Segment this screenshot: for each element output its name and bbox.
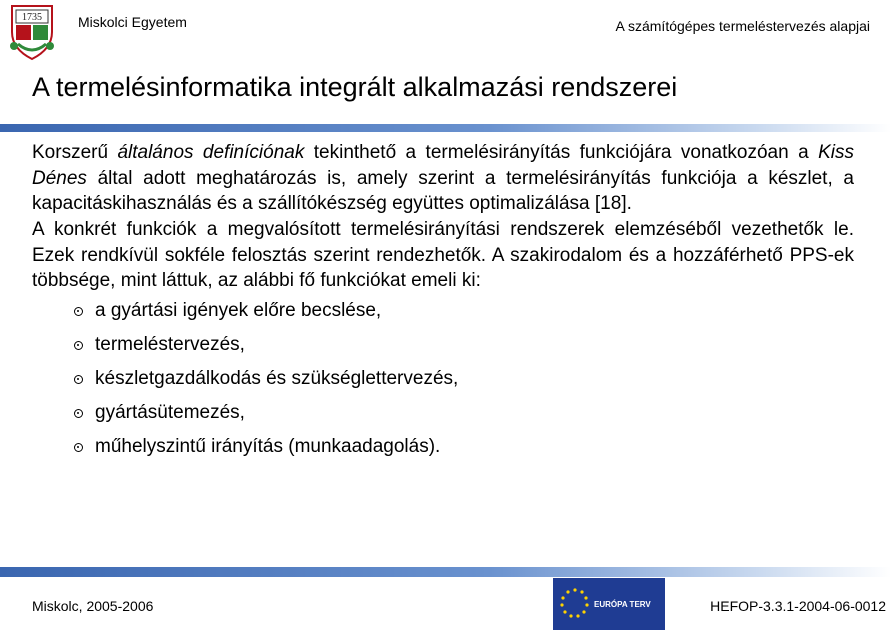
- title-divider-bar: [0, 124, 891, 132]
- list-item: [74, 430, 854, 464]
- bullet-icon: [74, 409, 83, 418]
- university-crest-logo: [6, 2, 58, 62]
- definition-paragraph: [32, 140, 854, 217]
- list-item: [74, 362, 854, 396]
- list-item: [74, 294, 854, 328]
- institution-name: Miskolci Egyetem: [78, 14, 187, 30]
- list-item: [74, 328, 854, 362]
- functions-paragraph: A konkrét funkciók a megvalósított termelésirányítási rendszerek elemzéséből vezethetők le. Ezek rendkívül sokféle felosztás szerint rendezhetők. A szakirodalom és a hozzáférhető PPS-ek többsége, mint láttuk, az alábbi fő funkciókat emeli ki:: [32, 219, 854, 291]
- list-item-text: a gyártási igények előre becslése,: [95, 300, 382, 321]
- paragraph-text: tekinthető a termelésirányítás funkciójára vonatkozóan a: [304, 142, 819, 163]
- paragraph-text: Korszerű: [32, 142, 118, 163]
- bullet-icon: [74, 375, 83, 384]
- footer-project-code: HEFOP-3.3.1-2004-06-0012: [710, 598, 886, 614]
- bullet-icon: [74, 307, 83, 316]
- slide-content: [32, 140, 854, 464]
- italic-term: általános definíciónak: [117, 142, 305, 163]
- svg-text:EURÓPA TERV: EURÓPA TERV: [594, 600, 651, 609]
- list-item-text: készletgazdálkodás és szükséglettervezés,: [95, 368, 459, 389]
- italic-author: Kiss Dénes: [32, 142, 854, 189]
- footer-location-date: Miskolc, 2005-2006: [32, 598, 154, 614]
- paragraph-text: által adott meghatározás is, amely szerint a termelésirányítás funkciója a készlet, a kapacitáskihasználás és a szállítókészség együttes optimalizálása [18].: [32, 167, 854, 214]
- course-title: A számítógépes termeléstervezés alapjai: [615, 18, 870, 34]
- bullet-icon: [74, 341, 83, 350]
- list-item-text: gyártásütemezés,: [95, 402, 245, 423]
- slide-title: A termelésinformatika integrált alkalmazási rendszerei: [32, 72, 678, 102]
- europa-terv-logo: [553, 578, 665, 630]
- bullet-icon: [74, 443, 83, 452]
- footer-divider-bar: [0, 567, 891, 577]
- functions-list: [32, 294, 854, 464]
- list-item: [74, 396, 854, 430]
- svg-text:1735: 1735: [22, 12, 42, 23]
- list-item-text: termeléstervezés,: [95, 334, 245, 355]
- list-item-text: műhelyszintű irányítás (munkaadagolás).: [95, 436, 441, 457]
